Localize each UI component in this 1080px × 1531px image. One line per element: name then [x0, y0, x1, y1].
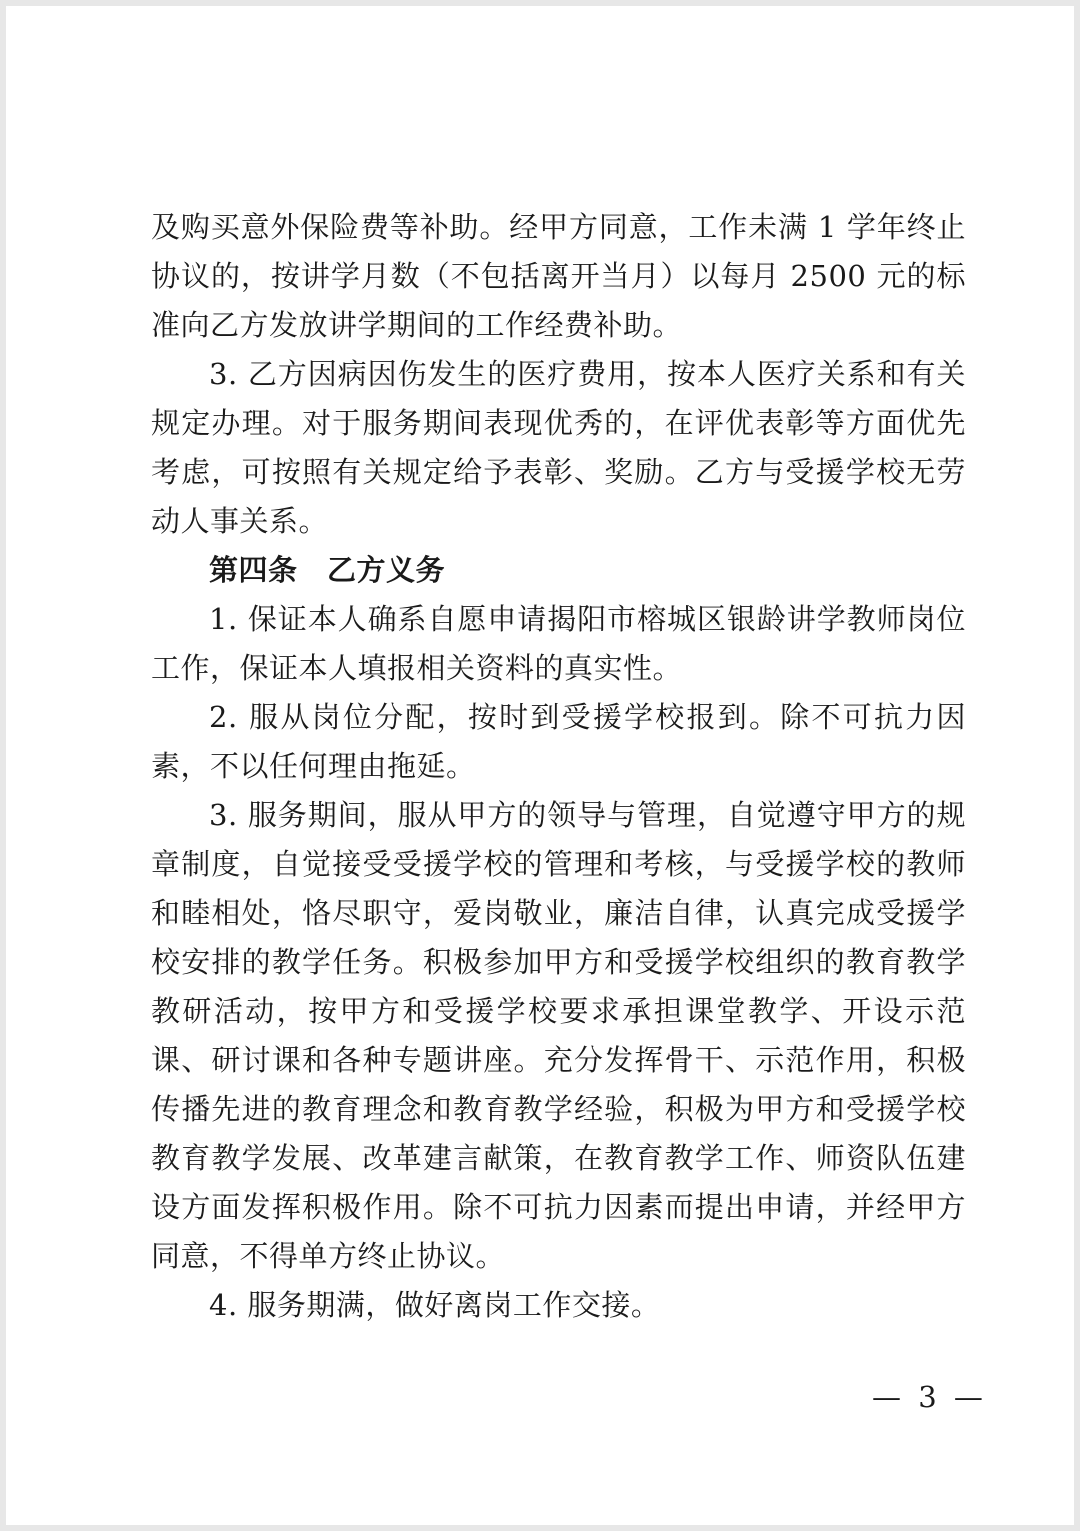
section-heading: 第四条 乙方义务	[209, 553, 446, 587]
paragraph-duty-1: 1. 保证本人确系自愿申请揭阳市榕城区银龄讲学教师岗位工作，保证本人填报相关资料的真实性。	[151, 602, 966, 685]
paragraph-duty-2: 2. 服从岗位分配，按时到受援学校报到。除不可抗力因素，不以任何理由拖延。	[151, 700, 966, 783]
paragraph-medical-costs: 3. 乙方因病因伤发生的医疗费用，按本人医疗关系和有关规定办理。对于服务期间表现优秀的，在评优表彰等方面优先考虑，可按照有关规定给予表彰、奖励。乙方与受援学校无劳动人事关系。	[151, 357, 966, 538]
body-text	[151, 203, 966, 1330]
paragraph-continuation: 及购买意外保险费等补助。经甲方同意，工作未满 1 学年终止协议的，按讲学月数（不包括离开当月）以每月 2500 元的标准向乙方发放讲学期间的工作经费补助。	[151, 210, 966, 342]
paragraph-duty-3: 3. 服务期间，服从甲方的领导与管理，自觉遵守甲方的规章制度，自觉接受受援学校的管理和考核，与受援学校的教师和睦相处，恪尽职守，爱岗敬业，廉洁自律，认真完成受援学校安排的教学任务。积极参加甲方和受援学校组织的教育教学教研活动，按甲方和受援学校要求承担课堂教学、开设示范课、研讨课和各种专题讲座。充分发挥骨干、示范作用，积极传播先进的教育理念和教育教学经验，积极为甲方和受援学校教育教学发展、改革建言献策，在教育教学工作、师资队伍建设方面发挥积极作用。除不可抗力因素而提出申请，并经甲方同意，不得单方终止协议。	[151, 798, 966, 1273]
paragraph-duty-4: 4. 服务期满，做好离岗工作交接。	[209, 1288, 661, 1322]
page-number: — 3 —	[872, 1380, 987, 1414]
document-page	[6, 6, 1074, 1525]
